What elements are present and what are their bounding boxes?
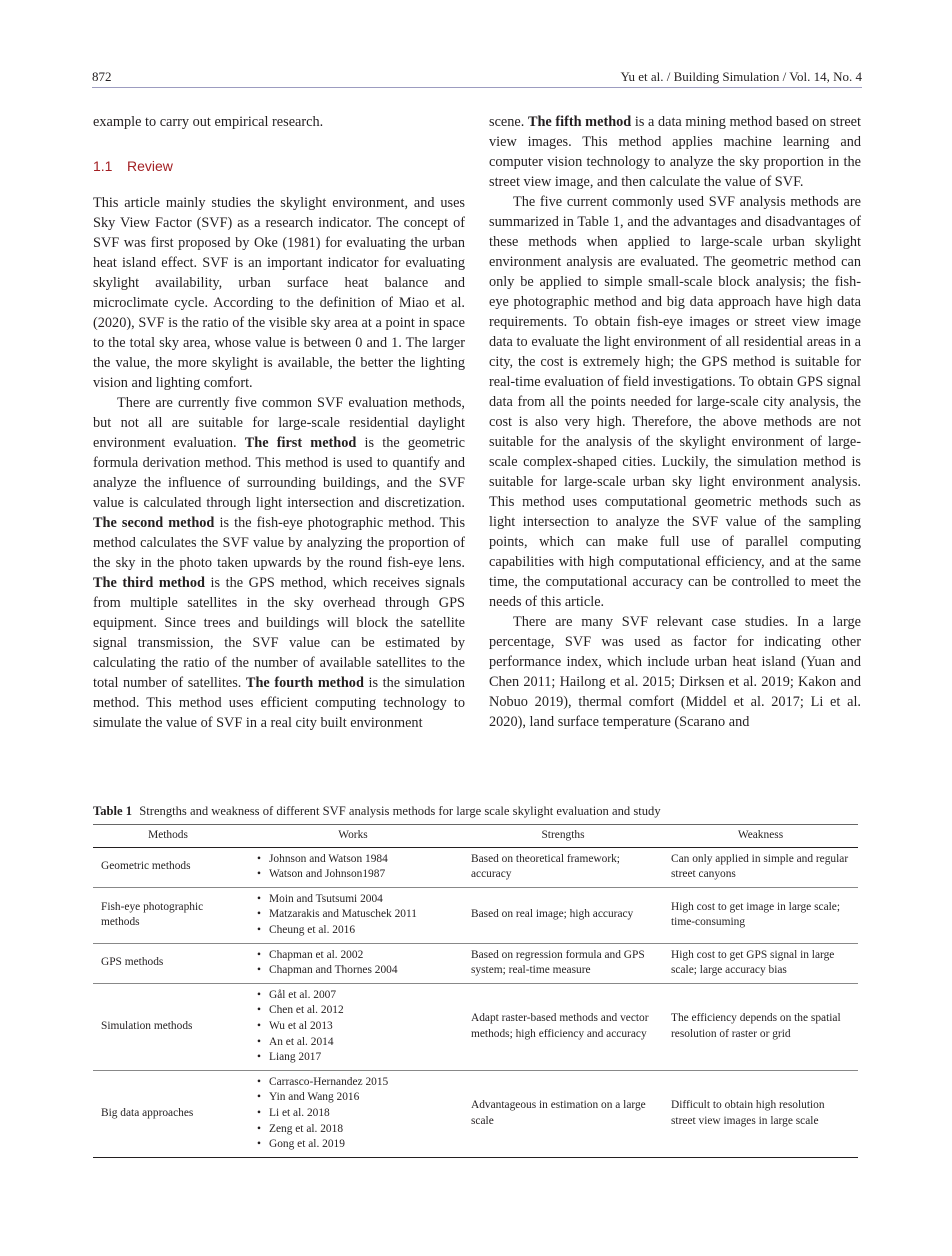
work-item: • Watson and Johnson1987 — [257, 867, 457, 883]
cell-works — [243, 847, 463, 887]
table-row — [93, 847, 858, 887]
work-item: • Moin and Tsutsumi 2004 — [257, 892, 457, 908]
table-caption — [93, 802, 858, 820]
journal-citation: Yu et al. / Building Simulation / Vol. 14, No. 4 — [620, 69, 862, 84]
cell-strengths: Based on theoretical framework; accuracy — [463, 847, 663, 887]
cell-weakness: The efficiency depends on the spatial resolution of raster or grid — [663, 983, 858, 1070]
cell-method: Big data approaches — [93, 1070, 243, 1157]
cell-works — [243, 983, 463, 1070]
cell-method: Simulation methods — [93, 983, 243, 1070]
work-item: • Matzarakis and Matuschek 2011 — [257, 907, 457, 923]
bold-term: The fifth method — [527, 114, 632, 130]
work-item: • Gål et al. 2007 — [257, 988, 457, 1004]
bold-term: The first method — [244, 435, 357, 451]
methods-table — [93, 824, 858, 1158]
header-weakness: Weakness — [663, 825, 858, 848]
work-item: • Li et al. 2018 — [257, 1106, 457, 1122]
cell-works — [243, 1070, 463, 1157]
work-item: • Gong et al. 2019 — [257, 1137, 457, 1153]
header-methods: Methods — [93, 825, 243, 848]
cell-method: GPS methods — [93, 943, 243, 983]
work-item: • Chapman and Thornes 2004 — [257, 963, 457, 979]
cell-works — [243, 943, 463, 983]
text-run: scene. — [489, 114, 528, 130]
paragraph: There are many SVF relevant case studies. In a large percentage, SVF was used as factor for indicating other performance index, which include urban heat island (Yuan and Chen 2011; Hailong et al. 2015; Dirksen et al. 2019; Kakon and Nobuo 2019), thermal comfort (Middel et al. 2017; Li et al. 2020), land surface temperature (Scarano and — [489, 614, 861, 730]
header-strengths: Strengths — [463, 825, 663, 848]
table-row — [93, 983, 858, 1070]
table-row — [93, 887, 858, 943]
page-number: 872 — [92, 69, 112, 84]
work-item: • Johnson and Watson 1984 — [257, 852, 457, 868]
section-number: 1.1 — [93, 158, 113, 174]
table-1 — [93, 802, 858, 1158]
work-item: • An et al. 2014 — [257, 1035, 457, 1051]
table-header-row — [93, 825, 858, 848]
cell-strengths: Based on real image; high accuracy — [463, 887, 663, 943]
cell-method: Fish-eye photographic methods — [93, 887, 243, 943]
bold-term: The third method — [93, 575, 205, 591]
cell-strengths: Adapt raster-based methods and vector methods; high efficiency and accuracy — [463, 983, 663, 1070]
cell-weakness: Difficult to obtain high resolution street view images in large scale — [663, 1070, 858, 1157]
cell-weakness: High cost to get image in large scale; time-consuming — [663, 887, 858, 943]
work-item: • Carrasco-Hernandez 2015 — [257, 1075, 457, 1091]
work-item: • Zeng et al. 2018 — [257, 1122, 457, 1138]
cell-weakness: High cost to get GPS signal in large scale; large accuracy bias — [663, 943, 858, 983]
paragraph: This article mainly studies the skylight environment, and uses Sky View Factor (SVF) as a research indicator. The concept of SVF was first proposed by Oke (1981) for evaluating the urban heat island effect. SVF is an important indicator for evaluating skylight availability, urban surface heat balance and microclimate cycle. According to the definition of Miao et al. (2020), SVF is the ratio of the visible sky area at a point in space to the total sky area, whose value is between 0 and 1. The larger the value, the more skylight is available, the better the lighting vision and lighting comfort. — [93, 195, 465, 391]
work-item: • Wu et al 2013 — [257, 1019, 457, 1035]
section-heading — [93, 156, 465, 176]
paragraph: example to carry out empirical research. — [93, 114, 324, 130]
table-label: Table 1 — [93, 804, 133, 818]
text-run: is the fish-eye photographic method. This method calculates the SVF value by analyzing the proportion of the sky in the photo taken upwards by the round fish-eye lens. — [93, 515, 466, 571]
table-caption-text: Strengths and weakness of different SVF analysis methods for large scale skylight evaluation and study — [139, 804, 661, 818]
paragraph — [489, 112, 861, 192]
cell-strengths: Advantageous in estimation on a large scale — [463, 1070, 663, 1157]
bold-term: The second method — [93, 515, 215, 531]
work-item: • Cheung et al. 2016 — [257, 923, 457, 939]
paragraph: The five current commonly used SVF analysis methods are summarized in Table 1, and the advantages and disadvantages of these methods when applied to large-scale urban skylight environment analysis are evaluated. The geometric method can only be applied to simple small-scale block analysis; the fish-eye photographic method and big data approach have high data requirements. To obtain fish-eye images or street view image data to evaluate the light environment of all residential areas in a city, the cost is extremely high; the GPS method is suitable for real-time evaluation of field investigations. To obtain GPS signal data from all the points needed for large-scale city analysis, the cost is also very high. Therefore, the above methods are not suitable for the analysis of the skylight environment of large-scale complex-shaped cities. Luckily, the simulation method is suitable for large-scale urban sky light environment analysis. This method uses computational geometric methods such as light intersection to analyze the SVF value of the sampling points, which can make full use of parallel computing capabilities with high computational efficiency, and at the same time, the computational accuracy can be controlled to meet the needs of this article. — [489, 194, 861, 610]
work-item: • Chapman et al. 2002 — [257, 948, 457, 964]
text-run: is the geometric formula derivation method. This method is used to quantify and analyze the influence of surrounding buildings, and the SVF value is calculated through light intersection and discretization. — [93, 435, 466, 511]
table-row — [93, 1070, 858, 1157]
cell-weakness: Can only applied in simple and regular street canyons — [663, 847, 858, 887]
text-run: is a data mining method based on street view images. This method applies machine learning and computer vision technology to analyze the sky proportion in the street view image, and then calculate the value of SVF. — [489, 114, 861, 190]
cell-works — [243, 887, 463, 943]
work-item: • Yin and Wang 2016 — [257, 1090, 457, 1106]
header-works: Works — [243, 825, 463, 848]
work-item: • Chen et al. 2012 — [257, 1003, 457, 1019]
running-head — [92, 66, 862, 88]
text-run: is the GPS method, which receives signals from multiple satellites in the sky overhead through GPS equipment. Since trees and buildings will block the satellite signal transmission, the SVF value can be estimated by calculating the ratio of the number of available satellites to the total number of satellites. — [93, 575, 465, 691]
cell-method: Geometric methods — [93, 847, 243, 887]
text-run: is the simulation method. This method uses efficient computing technology to simulate the value of SVF in a real city built environment — [93, 675, 466, 731]
right-column — [489, 112, 861, 732]
paragraph — [93, 393, 465, 733]
section-title: Review — [127, 158, 173, 174]
work-item: • Liang 2017 — [257, 1050, 457, 1066]
text-run: There are currently five common SVF evaluation methods, but not all are suitable for large-scale residential daylight environment evaluation. — [93, 395, 465, 451]
left-column — [93, 112, 465, 733]
bold-term: The fourth method — [245, 675, 364, 691]
table-row — [93, 943, 858, 983]
cell-strengths: Based on regression formula and GPS system; real-time measure — [463, 943, 663, 983]
